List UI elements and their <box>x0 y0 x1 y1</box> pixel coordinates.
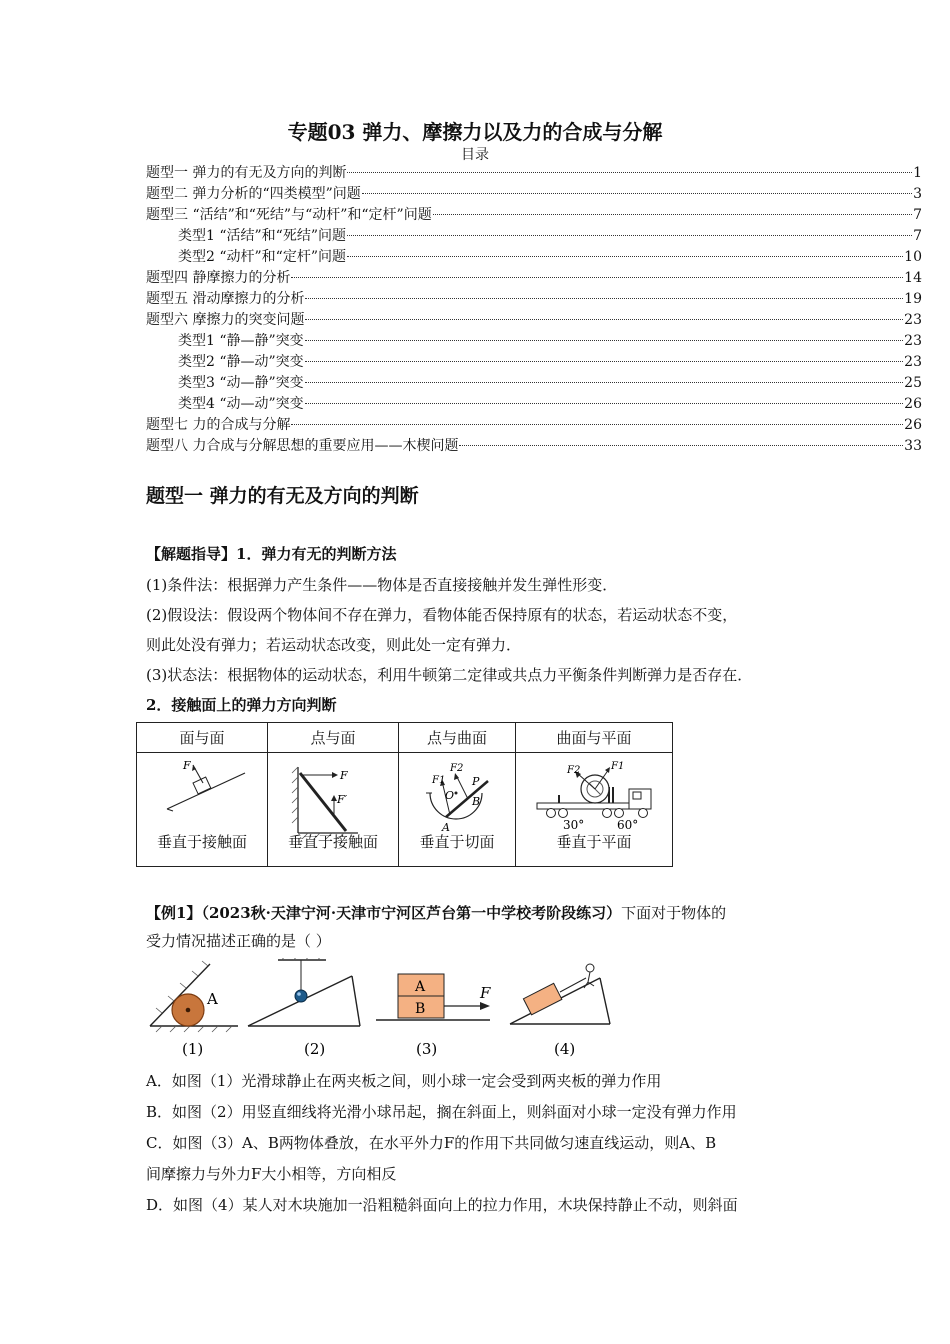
example-figures <box>140 958 620 1063</box>
toc-leader-dots <box>362 193 912 194</box>
toc-leader-dots <box>305 319 903 320</box>
toc-entry-page: 7 <box>913 207 922 223</box>
table-cell <box>268 753 399 867</box>
toc-entry-label: 题型八 力合成与分解思想的重要应用——木楔问题 <box>146 438 459 454</box>
cell-caption: 垂直于切面 <box>419 833 495 851</box>
toc-entry-page: 33 <box>904 438 922 454</box>
force-label: F2 <box>567 765 581 776</box>
table-cell <box>399 753 516 867</box>
toc-entry[interactable] <box>146 163 922 184</box>
guide-line: 则此处没有弹力；若运动状态改变，则此处一定有弹力． <box>146 636 522 654</box>
toc-entry[interactable] <box>146 331 922 352</box>
toc-entry-label: 题型六 摩擦力的突变问题 <box>146 312 305 328</box>
option-a: A．如图（1）光滑球静止在两夹板之间，则小球一定会受到两夹板的弹力作用 <box>146 1072 662 1090</box>
toc-entry-label: 题型三 “活结”和“死结”与“动杆”和“定杆”问题 <box>146 207 432 223</box>
toc-leader-dots <box>347 256 903 257</box>
force-label: F <box>183 759 191 772</box>
figure-2 <box>248 958 360 1058</box>
point-label: O <box>445 789 455 802</box>
option-c: C．如图（3）A、B两物体叠放，在水平外力F的作用下共同做匀速直线运动，则A、B <box>146 1134 717 1152</box>
option-d: D．如图（4）某人对木块施加一沿粗糙斜面向上的拉力作用，木块保持静止不动，则斜面 <box>146 1196 738 1214</box>
toc-entry[interactable] <box>146 436 922 457</box>
example-stem-2: 受力情况描述正确的是（ ） <box>146 932 331 950</box>
example-tag: 【例1】 <box>146 904 202 922</box>
toc-entry[interactable] <box>146 289 922 310</box>
toc-entry[interactable] <box>146 394 922 415</box>
guide-label: 【解题指导】1．弹力有无的判断方法 <box>146 545 397 563</box>
toc-entry-label: 类型2 “动杆”和“定杆”问题 <box>178 249 346 265</box>
toc-leader-dots <box>291 424 903 425</box>
force-label: F <box>480 984 491 1002</box>
option-c-cont: 间摩擦力与外力F大小相等，方向相反 <box>146 1165 397 1183</box>
figure-label: (4) <box>554 1040 576 1058</box>
toc-leader-dots <box>347 172 912 173</box>
toc-entry-label: 类型2 “静—动”突变 <box>178 354 304 370</box>
table-header: 面与面 <box>137 723 268 753</box>
toc-entry-label: 题型七 力的合成与分解 <box>146 417 291 433</box>
toc-entry-page: 26 <box>904 396 922 412</box>
point-label: A <box>442 821 450 834</box>
truck-cylinder-figure <box>529 759 659 841</box>
contact-direction-table <box>136 722 673 867</box>
cell-caption: 垂直于接触面 <box>287 833 378 851</box>
rod-bowl-figure <box>412 759 502 839</box>
toc-leader-dots <box>305 298 903 299</box>
toc-entry-page: 23 <box>904 333 922 349</box>
force-label: F1 <box>432 775 446 786</box>
toc-heading: 目录 <box>461 147 489 163</box>
figure-label: (2) <box>304 1040 326 1058</box>
force-label: F1 <box>611 761 625 772</box>
toc-entry[interactable] <box>146 226 922 247</box>
subheading: 2．接触面上的弹力方向判断 <box>146 696 337 714</box>
table-cell <box>516 753 673 867</box>
toc-entry-label: 类型1 “活结”和“死结”问题 <box>178 228 346 244</box>
toc-entry[interactable] <box>146 310 922 331</box>
guide-line: (1)条件法：根据弹力产生条件——物体是否直接接触并发生弹性形变． <box>146 576 618 594</box>
toc-entry-page: 19 <box>904 291 922 307</box>
toc-entry-page: 23 <box>904 354 922 370</box>
toc-entry-label: 类型4 “动—动”突变 <box>178 396 304 412</box>
incline-block-figure <box>157 759 247 814</box>
figure-1 <box>150 961 238 1058</box>
toc-entry-page: 10 <box>904 249 922 265</box>
cell-caption: 垂直于平面 <box>556 833 632 851</box>
toc-leader-dots <box>305 340 904 341</box>
block-label: B <box>415 1001 426 1017</box>
toc-entry-label: 题型五 滑动摩擦力的分析 <box>146 291 305 307</box>
force-label: F <box>340 769 348 782</box>
block-label: A <box>415 979 426 995</box>
toc-entry-label: 类型3 “动—静”突变 <box>178 375 304 391</box>
toc-entry[interactable] <box>146 415 922 436</box>
example-source: （2023秋·天津宁河·天津市宁河区芦台第一中学校考阶段练习） <box>201 904 622 922</box>
toc-leader-dots <box>305 382 904 383</box>
figure-3 <box>376 974 491 1058</box>
toc-leader-dots <box>305 403 904 404</box>
point-label: P <box>472 775 480 788</box>
table-header: 曲面与平面 <box>516 723 673 753</box>
toc-entry-page: 23 <box>904 312 922 328</box>
table-cell <box>137 753 268 867</box>
toc-entry-page: 1 <box>913 165 922 181</box>
option-b: B．如图（2）用竖直细线将光滑小球吊起，搁在斜面上，则斜面对小球一定没有弹力作用 <box>146 1103 737 1121</box>
toc-entry[interactable] <box>146 184 922 205</box>
toc-leader-dots <box>347 235 912 236</box>
toc-entry[interactable] <box>146 205 922 226</box>
force-label: F2 <box>450 763 464 774</box>
toc-entry-page: 3 <box>913 186 922 202</box>
toc-entry-page: 26 <box>904 417 922 433</box>
toc-leader-dots <box>433 214 912 215</box>
point-label: B <box>472 795 481 808</box>
toc-entry-label: 题型二 弹力分析的“四类模型”问题 <box>146 186 361 202</box>
figure-label: (1) <box>182 1040 204 1058</box>
toc-entry-label: 类型1 “静—静”突变 <box>178 333 304 349</box>
ball-label: A <box>207 990 218 1008</box>
angle-label: 60° <box>617 818 639 832</box>
example-stem-text: 下面对于物体的 <box>621 904 727 922</box>
document-title: 专题03 弹力、摩擦力以及力的合成与分解 <box>287 120 663 144</box>
cell-caption: 垂直于接触面 <box>156 833 247 851</box>
toc-entry-label: 题型四 静摩擦力的分析 <box>146 270 291 286</box>
toc-entry[interactable] <box>146 352 922 373</box>
table-header: 点与曲面 <box>399 723 516 753</box>
toc-entry-page: 25 <box>904 375 922 391</box>
force-label: F′ <box>337 793 348 806</box>
guide-line: (3)状态法：根据物体的运动状态，利用牛顿第二定律或共点力平衡条件判断弹力是否存在． <box>146 666 753 684</box>
figure-label: (3) <box>416 1040 438 1058</box>
toc-entry[interactable] <box>146 247 922 268</box>
toc-leader-dots <box>305 361 904 362</box>
angle-label: 30° <box>563 818 585 832</box>
toc-leader-dots <box>291 277 903 278</box>
figure-4 <box>510 964 610 1058</box>
guide-line: (2)假设法：假设两个物体间不存在弹力，看物体能否保持原有的状态，若运动状态不变， <box>146 606 738 624</box>
toc-leader-dots <box>459 445 903 446</box>
toc-entry[interactable] <box>146 268 922 289</box>
section-heading: 题型一 弹力的有无及方向的判断 <box>146 485 419 507</box>
toc-entry-page: 14 <box>904 270 922 286</box>
table-of-contents <box>146 163 922 457</box>
table-header: 点与面 <box>268 723 399 753</box>
example-stem <box>146 902 726 923</box>
toc-entry-page: 7 <box>913 228 922 244</box>
rod-wall-figure <box>288 759 378 839</box>
toc-entry[interactable] <box>146 373 922 394</box>
toc-entry-label: 题型一 弹力的有无及方向的判断 <box>146 165 347 181</box>
